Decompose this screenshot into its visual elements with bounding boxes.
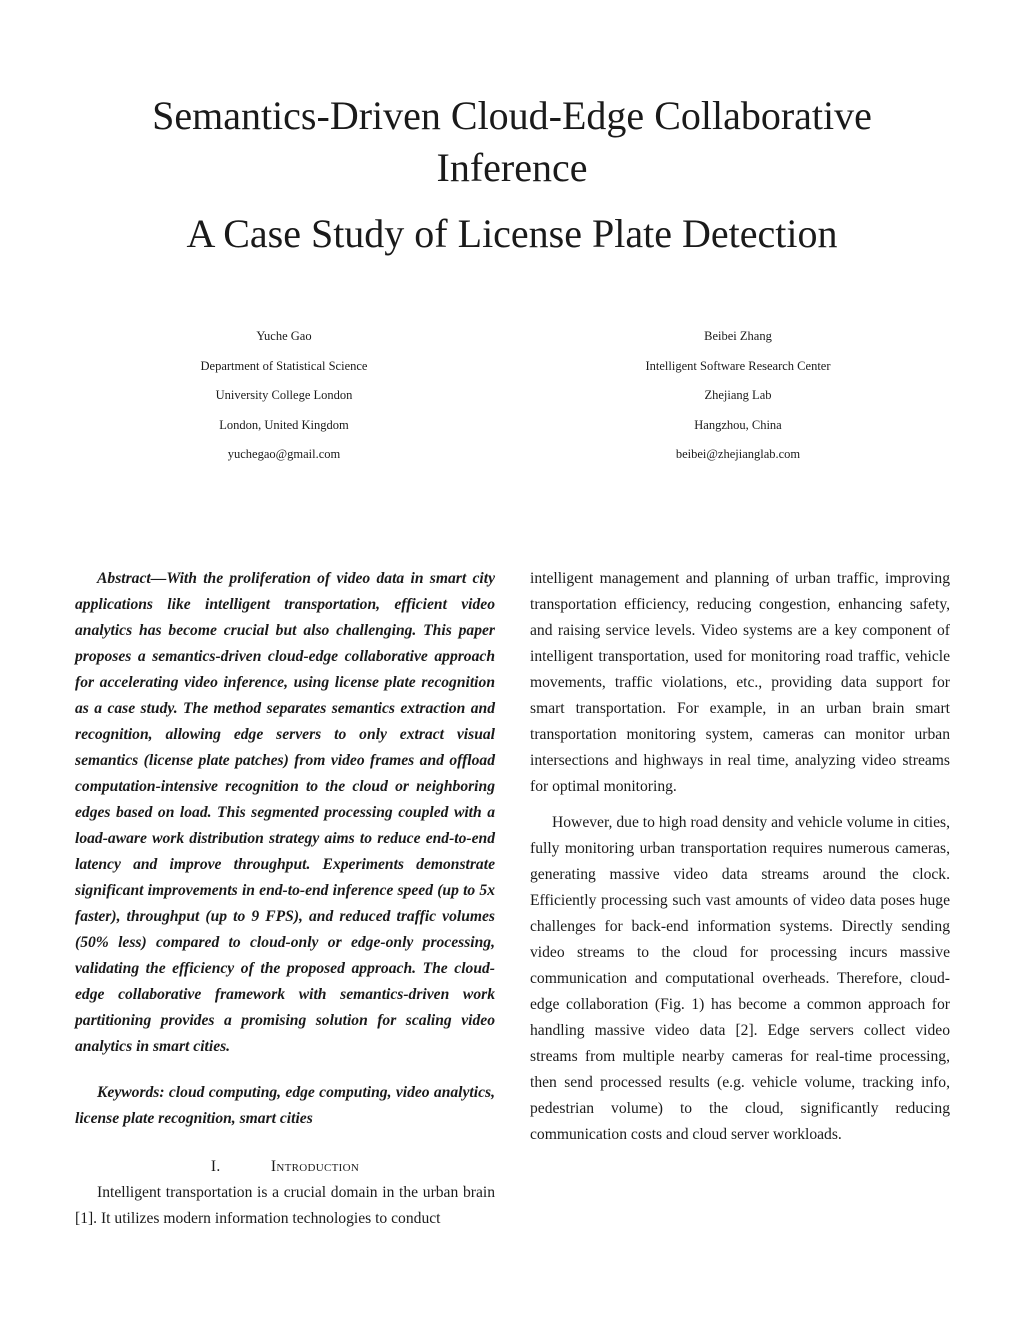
- intro-paragraph-2: However, due to high road density and vehicle volume in cities, fully monitoring urban transportation requires numerous cameras, generating massive video data streams around the clock. Efficiently processing such vast amounts of video data poses huge challenges for back-end information systems. Directly sending video streams to the cloud for processing incurs massive communication and computational overheads. Therefore, cloud-edge collaboration (Fig. 1) has become a common approach for handling massive video data [2]. Edge servers collect video streams from multiple nearby cameras for real-time processing, then send processed results (e.g. vehicle volume, tracking info, pedestrian volume) to the cloud, significantly reducing communication costs and cloud server workloads.: [530, 814, 950, 1143]
- intro-paragraph-1-start: Intelligent transportation is a crucial domain in the urban brain [1]. It utilizes modern information technologies to conduct: [75, 1184, 495, 1227]
- title-block: [0, 90, 1024, 260]
- section-title: Introduction: [270, 1158, 360, 1175]
- author-department: Department of Statistical Science: [200, 358, 368, 373]
- author-block-2: [588, 322, 888, 470]
- author-department: Intelligent Software Research Center: [645, 358, 831, 373]
- author-email: yuchegao@gmail.com: [227, 447, 341, 461]
- keywords: Keywords: cloud computing, edge computing, video analytics, license plate recognition, smart cities: [75, 1084, 495, 1127]
- abstract-text: With the proliferation of video data in smart city applications like intelligent transportation, efficient video analytics has become crucial but also challenging. This paper proposes a semantics-driven cloud-edge collaborative approach for accelerating video inference, using license plate recognition as a case study. The method separates semantics extraction and recognition, allowing edge servers to only extract visual semantics (license plate patches) from video frames and offload computation-intensive recognition to the cloud or neighboring edges based on load. This segmented processing coupled with a load-aware work distribution strategy aims to reduce end-to-end latency and improve throughput. Experiments demonstrate significant improvements in end-to-end inference speed (up to 5x faster), throughput (up to 9 FPS), and reduced traffic volumes (50% less) compared to cloud-only or edge-only processing, validating the efficiency of the proposed approach. The cloud-edge collaborative framework with semantics-driven work partitioning provides a promising solution for scaling video analytics in smart cities.: [75, 570, 495, 1055]
- paper-title-line-2: Inference: [436, 145, 588, 190]
- paper-title-line-1: Semantics-Driven Cloud-Edge Collaborative: [152, 93, 872, 138]
- author-block-1: [134, 322, 434, 470]
- abstract-label: Abstract—: [97, 570, 167, 587]
- author-institution: Zhejiang Lab: [704, 388, 772, 402]
- author-name: Yuche Gao: [256, 329, 312, 343]
- author-location: Hangzhou, China: [694, 417, 782, 432]
- left-column: [75, 566, 495, 1232]
- right-column: [530, 566, 950, 1148]
- section-heading-introduction: [75, 1154, 495, 1180]
- abstract: [75, 566, 495, 1060]
- intro-paragraph-1-continued: intelligent management and planning of urban traffic, improving transportation efficiency, reducing congestion, enhancing safety, and raising service levels. Video systems are a key component of intelligent transportation, used for monitoring road traffic, vehicle movements, traffic violations, etc., providing data support for smart transportation. For example, in an urban brain smart transportation monitoring system, cameras can monitor urban intersections and highways in real time, analyzing video streams for optimal monitoring.: [530, 570, 950, 795]
- author-name: Beibei Zhang: [704, 329, 772, 343]
- author-email: beibei@zhejianglab.com: [675, 447, 801, 461]
- author-location: London, United Kingdom: [219, 417, 349, 432]
- author-institution: University College London: [215, 388, 353, 402]
- paper-subtitle: A Case Study of License Plate Detection: [186, 211, 838, 256]
- section-number: I.: [210, 1158, 221, 1175]
